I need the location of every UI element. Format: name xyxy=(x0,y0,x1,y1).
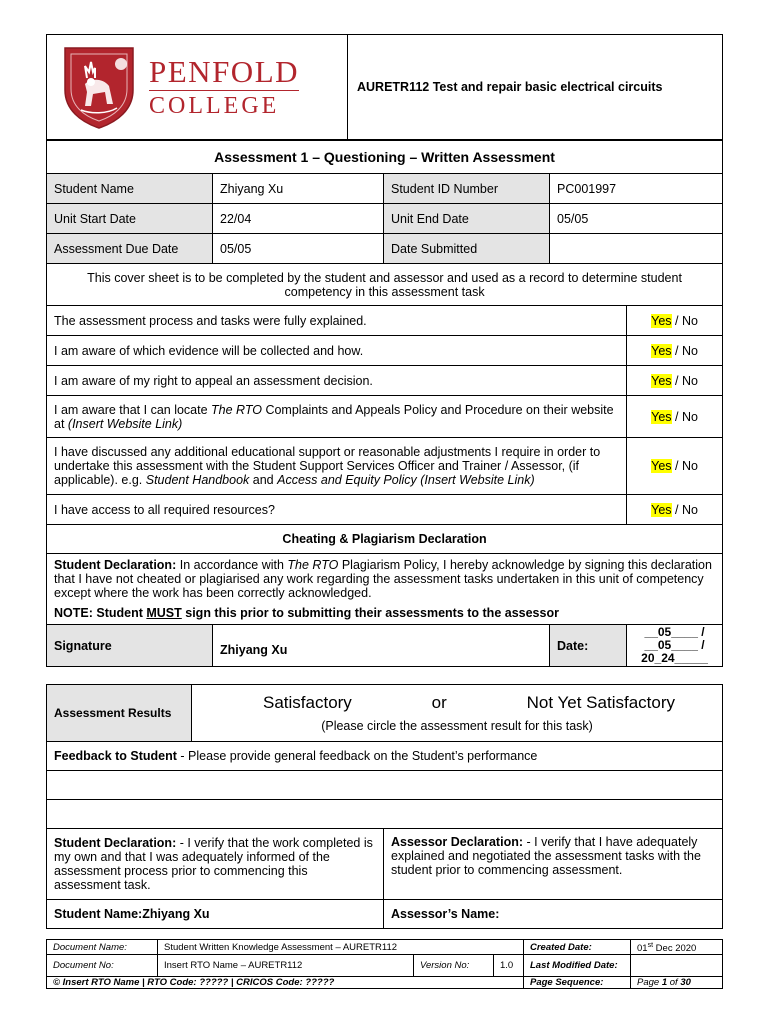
signature-date-line1: __05____ / __05____ / xyxy=(644,625,705,652)
yes-option[interactable]: Yes xyxy=(651,409,672,424)
satisfactory-option[interactable]: Satisfactory xyxy=(263,693,352,712)
cheating-title: Cheating & Plagiarism Declaration xyxy=(47,525,723,554)
or-text: or xyxy=(431,693,447,712)
checklist-item: I have discussed any additional educational support or reasonable adjustments I require in order to undertake this assessment with the Student Support Services Officer and Trainer / Assessor, (if applicable). e.g. Student Handbook and Access and Equity Policy (Insert Website Link) xyxy=(47,438,627,495)
yes-option[interactable]: Yes xyxy=(651,459,672,473)
checklist-item: I have access to all required resources? xyxy=(47,495,627,525)
not-yet-satisfactory-option[interactable]: Not Yet Satisfactory xyxy=(526,693,675,712)
signature-date-line2: 20_24_____ xyxy=(641,651,708,665)
no-option[interactable]: / No xyxy=(671,459,698,473)
college-name xyxy=(149,53,300,119)
due-date-label: Assessment Due Date xyxy=(47,234,213,264)
yes-no-selector[interactable] xyxy=(627,366,723,396)
date-submitted-label: Date Submitted xyxy=(384,234,550,264)
college-name-line2: COLLEGE xyxy=(149,92,280,119)
assessment-results-label: Assessment Results xyxy=(47,685,192,742)
assessor-declaration: Assessor Declaration: - I verify that I have adequately explained and negotiated the assessment tasks with the student prior to commencing assessment. xyxy=(384,829,723,900)
student-id-label: Student ID Number xyxy=(384,174,550,204)
student-declaration: Student Declaration: - I verify that the work completed is my own and that I was adequately informed of the assessment process prior to commencing this assessment task. xyxy=(47,829,384,900)
college-name-rule xyxy=(149,90,299,91)
created-label: Created Date: xyxy=(524,940,631,955)
doc-name-label: Document Name: xyxy=(47,940,158,955)
page-sequence-value: Page 1 of 30 xyxy=(631,977,723,989)
doc-name-value: Student Written Knowledge Assessment – AURETR112 xyxy=(158,940,524,955)
no-option[interactable]: / No xyxy=(671,313,698,328)
cover-intro: This cover sheet is to be completed by the student and assessor and used as a record to determine student competency in this assessment task xyxy=(47,264,723,306)
last-modified-value xyxy=(631,955,723,977)
checklist-item: I am aware that I can locate The RTO Complaints and Appeals Policy and Procedure on their website at (Insert Website Link) xyxy=(47,396,627,438)
version-label: Version No: xyxy=(414,955,494,977)
document-header xyxy=(46,34,723,140)
yes-option[interactable]: Yes xyxy=(651,343,672,358)
feedback-line[interactable] xyxy=(47,771,723,800)
unit-start-value[interactable]: 22/04 xyxy=(213,204,384,234)
unit-end-label: Unit End Date xyxy=(384,204,550,234)
doc-no-label: Document No: xyxy=(47,955,158,977)
yes-no-selector[interactable] xyxy=(627,306,723,336)
last-modified-label: Last Modified Date: xyxy=(524,955,631,977)
doc-no-value: Insert RTO Name – AURETR112 xyxy=(158,955,414,977)
student-plagiarism-declaration: Student Declaration: In accordance with The RTO Plagiarism Policy, I hereby acknowledge by signing this declaration that I have not cheated or plagiarised any work regarding the assessment tasks undertaken in this unit of competency except where the work has been correctly acknowledged. NOTE: Student MUST sign this prior to submitting their assessments to the assessor xyxy=(47,554,723,625)
unit-start-label: Unit Start Date xyxy=(47,204,213,234)
assessor-name-field[interactable]: Assessor’s Name: xyxy=(384,900,723,929)
checklist-item: I am aware of my right to appeal an assessment decision. xyxy=(47,366,627,396)
feedback-line[interactable] xyxy=(47,800,723,829)
no-option[interactable]: / No xyxy=(671,343,698,358)
yes-no-selector[interactable] xyxy=(627,495,723,525)
checklist-item: The assessment process and tasks were fully explained. xyxy=(47,306,627,336)
yes-no-selector[interactable] xyxy=(627,336,723,366)
result-options xyxy=(192,685,723,742)
college-crest-icon xyxy=(61,44,137,130)
page-sequence-label: Page Sequence: xyxy=(524,977,631,989)
student-name-value[interactable]: Zhiyang Xu xyxy=(213,174,384,204)
signature-date-field[interactable] xyxy=(627,625,723,667)
signature-field[interactable]: Zhiyang Xu xyxy=(213,625,550,667)
no-option[interactable]: / No xyxy=(671,409,698,424)
feedback-heading: Feedback to Student - Please provide general feedback on the Student’s performance xyxy=(47,742,723,771)
student-id-value[interactable]: PC001997 xyxy=(550,174,723,204)
student-name-label: Student Name xyxy=(47,174,213,204)
circle-note: (Please circle the assessment result for this task) xyxy=(321,719,593,733)
unit-title: AURETR112 Test and repair basic electrical circuits xyxy=(348,35,723,140)
yes-option[interactable]: Yes xyxy=(651,502,672,517)
document-footer xyxy=(46,939,723,989)
rto-line: © Insert RTO Name | RTO Code: ????? | CRICOS Code: ????? xyxy=(47,977,524,989)
signature-label: Signature xyxy=(47,625,213,667)
due-date-value[interactable]: 05/05 xyxy=(213,234,384,264)
college-name-line1: PENFOLD xyxy=(149,53,300,89)
unit-end-value[interactable]: 05/05 xyxy=(550,204,723,234)
yes-option[interactable]: Yes xyxy=(651,313,672,328)
date-label: Date: xyxy=(550,625,627,667)
created-value: 01st Dec 2020 xyxy=(631,940,723,955)
version-value: 1.0 xyxy=(494,955,524,977)
yes-no-selector[interactable] xyxy=(627,396,723,438)
no-option[interactable]: / No xyxy=(671,373,698,388)
results-student-name[interactable]: Student Name:Zhiyang Xu xyxy=(47,900,384,929)
yes-no-selector[interactable] xyxy=(627,438,723,495)
assessment-results-table xyxy=(46,684,723,929)
submission-note: NOTE: Student MUST sign this prior to submitting their assessments to the assessor xyxy=(54,606,559,620)
checklist-item: I am aware of which evidence will be collected and how. xyxy=(47,336,627,366)
cover-sheet-table xyxy=(46,140,723,667)
date-submitted-value[interactable] xyxy=(550,234,723,264)
logo-cell xyxy=(47,35,348,140)
no-option[interactable]: / No xyxy=(671,502,698,517)
yes-option[interactable]: Yes xyxy=(651,373,672,388)
cover-title: Assessment 1 – Questioning – Written Assessment xyxy=(47,141,723,174)
